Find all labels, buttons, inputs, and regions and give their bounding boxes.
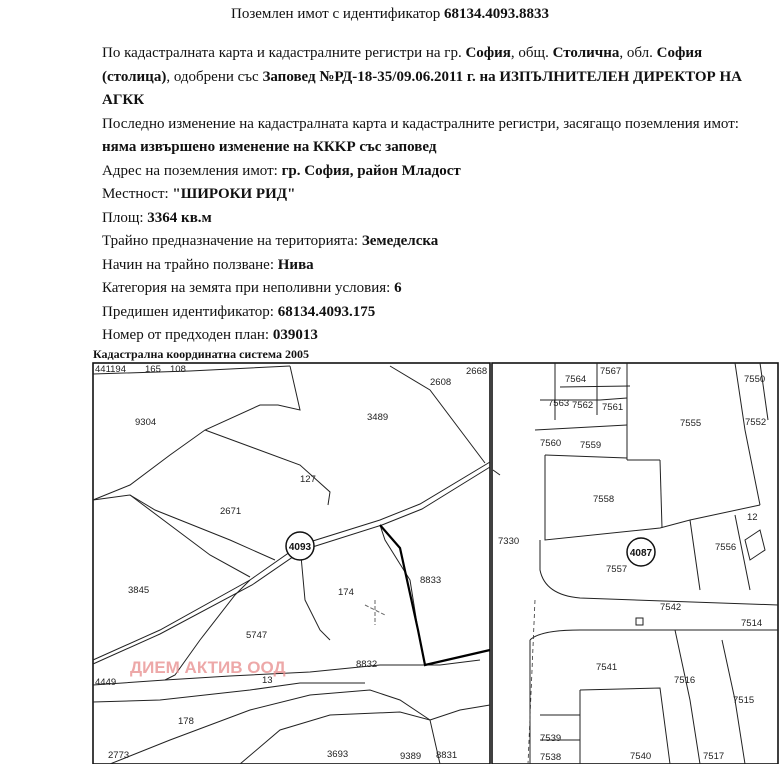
last-change-value: няма извършено изменение на ККKР със заповед <box>102 139 437 155</box>
parcel-label: 165 <box>145 364 161 375</box>
previous-id-value: 68134.4093.175 <box>277 303 376 320</box>
parcel-centroid-mark <box>365 600 385 625</box>
previous-plan-value: 039013 <box>272 327 318 343</box>
usage-label: Начин на трайно ползване: <box>102 256 275 273</box>
purpose-label: Трайно предназначение на територията: <box>102 233 359 249</box>
title-prefix: Поземлен имот с идентификатор <box>231 6 441 22</box>
parcel-label: 3845 <box>128 585 150 596</box>
parcel-label: 8832 <box>356 659 378 670</box>
parcel-label: 2668 <box>466 366 488 377</box>
address-value: гр. София, район Младост <box>281 162 461 179</box>
basis-text-3: , обл. <box>619 45 653 61</box>
parcel-label: 7541 <box>596 662 618 673</box>
usage-value: Нива <box>277 256 314 273</box>
building-outline <box>745 530 765 560</box>
parcel-label: 2608 <box>430 377 452 388</box>
parcel-label: 174 <box>338 587 354 598</box>
locality-value: "ШИРОКИ РИД" <box>172 186 296 202</box>
basis-city: София <box>465 45 511 61</box>
left-parcel-labels <box>95 364 487 762</box>
parcel-label: 178 <box>178 716 194 727</box>
right-parcel-labels <box>498 366 766 763</box>
address-label: Адрес на поземления имот: <box>102 162 278 179</box>
coordinate-system-label: Кадастрална координатна система 2005 <box>93 347 309 361</box>
parcel-label: 7555 <box>680 418 702 429</box>
purpose-value: Земеделска <box>361 233 439 249</box>
parcel-label: 5747 <box>246 630 268 641</box>
parcel-label: 7538 <box>540 752 562 763</box>
last-change-label: Последно изменение на кадастралната карта и кадастралните регистри, засягащо поземления имот: <box>102 115 739 132</box>
basis-text-2: , общ. <box>510 45 549 61</box>
parcel-label: 8833 <box>420 575 442 586</box>
parcel-label: 7330 <box>498 536 520 547</box>
area-label: Площ: <box>102 209 144 226</box>
parcel-label: 7516 <box>674 675 696 686</box>
parcel-label: 7567 <box>600 366 622 377</box>
parcel-label: 9304 <box>135 417 157 428</box>
area-value: 3364 кв.м <box>147 209 212 226</box>
right-block-number: 4087 <box>629 548 653 559</box>
parcel-label: 7517 <box>703 751 725 762</box>
parcel-label: 3489 <box>367 412 389 423</box>
basis-order: Заповед №РД-18-35/09.06.2011 г. на ИЗПЪЛНИТЕЛЕН ДИРЕКТОР НА АГКК <box>102 68 742 108</box>
basis-text: По кадастралната карта и кадастралните регистри на гр. <box>102 45 462 61</box>
parcel-label: 7564 <box>565 374 587 385</box>
category-label: Категория на земята при неполивни условия: <box>102 280 391 296</box>
basis-region: София (столица) <box>102 45 703 85</box>
parcel-label: 2671 <box>220 506 242 517</box>
parcel-label: 7514 <box>741 618 763 629</box>
parcel-label: 108 <box>170 364 186 375</box>
parcel-label: 8831 <box>436 750 458 761</box>
parcel-label: 127 <box>300 474 316 485</box>
parcel-label: 12 <box>747 512 758 523</box>
parcel-label: 7515 <box>733 695 755 706</box>
parcel-label: 7539 <box>540 733 562 744</box>
parcel-label: 7550 <box>744 374 766 385</box>
basis-municipality: Столична <box>552 45 620 61</box>
parcel-label: 9389 <box>400 751 422 762</box>
subject-parcel-outline <box>380 525 490 665</box>
point-marker <box>636 618 643 625</box>
property-identifier: 68134.4093.8833 <box>443 6 549 22</box>
locality-label: Местност: <box>102 186 169 202</box>
parcel-label: 7559 <box>580 440 602 451</box>
parcel-label: 7560 <box>540 438 562 449</box>
parcel-label: 7561 <box>602 402 624 413</box>
parcel-label: 13 <box>262 675 273 686</box>
company-watermark: ДИЕМ АКТИВ ООД <box>130 658 286 677</box>
left-block-number: 4093 <box>288 542 312 553</box>
parcel-label: 7557 <box>606 564 628 575</box>
parcel-label: 7558 <box>593 494 615 505</box>
parcel-label: 3693 <box>327 749 349 760</box>
parcel-label: 441194 <box>95 364 126 375</box>
previous-plan-label: Номер от предходен план: <box>102 327 270 343</box>
category-value: 6 <box>394 280 402 296</box>
previous-id-label: Предишен идентификатор: <box>102 303 274 320</box>
parcel-label: 7562 <box>572 400 594 411</box>
parcel-label: 7540 <box>630 751 652 762</box>
basis-text-4: , одобрени със <box>166 68 259 85</box>
parcel-label: 7563 <box>548 398 570 409</box>
parcel-label: 2773 <box>108 750 130 761</box>
parcel-label: 7552 <box>745 417 767 428</box>
right-dashed-line <box>528 600 535 764</box>
parcel-label: 4449 <box>95 677 117 688</box>
parcel-label: 7556 <box>715 542 737 553</box>
parcel-label: 7542 <box>660 602 682 613</box>
